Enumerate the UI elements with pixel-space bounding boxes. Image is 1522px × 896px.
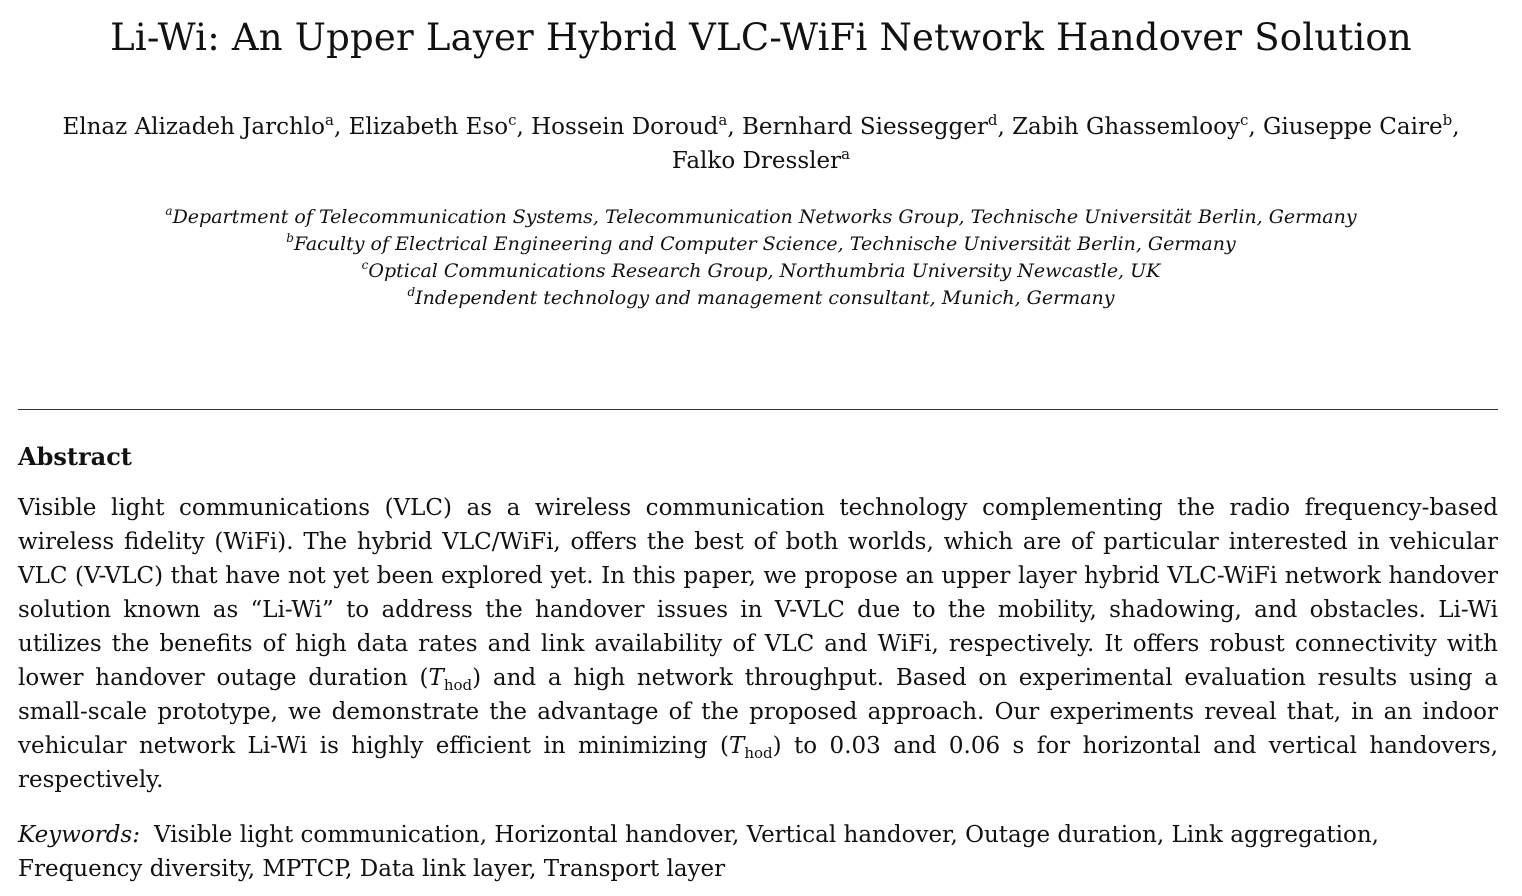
author-separator: ,: [997, 114, 1013, 140]
affiliation-mark: d: [987, 111, 998, 129]
author-separator: ,: [727, 114, 742, 140]
author-name: Zabih Ghassemlooy: [1012, 114, 1240, 140]
affiliation-text: Faculty of Electrical Engineering and Computer Science, Technische Universität Berlin, Germany: [293, 233, 1236, 255]
author: [1012, 111, 1263, 140]
abstract-segment: Visible light communications (VLC) as a wireless communication technology complementing the radio frequency-based wireless fidelity (WiFi). The hybrid VLC/WiFi, offers the best of both worlds, which are of particular interested in vehicular VLC (V-VLC) that have not yet been explored yet. In this paper, we propose an upper layer hybrid VLC-WiFi network handover solution known as “Li-Wi” to address the handover issues in V-VLC due to the mobility, shadowing, and obstacles. Li-Wi utilizes the benefits of high data rates and link availability of VLC and WiFi, respectively. It offers robust connectivity with lower handover outage duration (: [18, 495, 1498, 691]
math-subscript: hod: [744, 744, 773, 762]
author-separator: ,: [1248, 114, 1263, 140]
keywords-text: Visible light communication, Horizontal handover, Vertical handover, Outage duration, Link aggregation, Frequency diversity, MPTCP, Data link layer, Transport layer: [18, 822, 1379, 882]
abstract-text: [18, 491, 1498, 797]
author: [348, 111, 532, 140]
affiliation-mark: b: [1442, 111, 1453, 129]
affiliation-mark: a: [165, 204, 173, 218]
author: [531, 111, 742, 140]
author-name: Giuseppe Caire: [1262, 114, 1443, 140]
author-name: Falko Dressler: [671, 148, 842, 174]
horizontal-rule: [18, 409, 1498, 410]
affiliation-text: Independent technology and management consultant, Munich, Germany: [415, 287, 1115, 309]
math-subscript: hod: [443, 676, 473, 694]
affiliation-mark: a: [841, 145, 851, 163]
affiliation-mark: d: [407, 285, 416, 299]
keywords-label: Keywords:: [18, 822, 140, 848]
affiliation: [0, 285, 1522, 312]
author: [671, 145, 851, 174]
author-name: Bernhard Siessegger: [741, 114, 988, 140]
author-name: Elnaz Alizadeh Jarchlo: [62, 114, 326, 140]
affiliation-mark: c: [508, 111, 517, 129]
affiliation: [0, 204, 1522, 231]
abstract-segment: ) and a high network throughput. Based on experimental evaluation results using a small-scale prototype, we demonstrate the advantage of the proposed approach. Our experiments reveal that, in an indoor vehicular network Li-Wi is highly efficient in minimizing (: [18, 665, 1498, 759]
math-symbol: T: [428, 665, 444, 691]
affiliation: [0, 258, 1522, 285]
affiliation-text: Optical Communications Research Group, Northumbria University Newcastle, UK: [368, 260, 1161, 282]
author-name: Hossein Doroud: [531, 114, 719, 140]
author: [1262, 111, 1460, 140]
author-name: Elizabeth Eso: [348, 114, 509, 140]
affiliation-text: Department of Telecommunication Systems, Telecommunication Networks Group, Technische Universität Berlin, Germany: [172, 206, 1357, 228]
author-separator: ,: [516, 114, 532, 140]
affiliation-mark: c: [1239, 111, 1249, 129]
math-symbol: T: [728, 733, 745, 759]
affiliation-mark: b: [286, 231, 294, 245]
affiliation: [0, 231, 1522, 258]
paper-title: Li-Wi: An Upper Layer Hybrid VLC-WiFi Network Handover Solution: [110, 16, 1412, 59]
affiliation-mark: c: [361, 258, 369, 272]
author-separator: ,: [333, 114, 349, 140]
abstract-segment: ) to 0.03 and 0.06 s for horizontal and vertical handovers, respectively.: [18, 733, 1499, 793]
affiliation-list: [0, 204, 1522, 312]
affiliation-mark: a: [718, 111, 728, 129]
abstract-heading: Abstract: [18, 442, 132, 471]
author: [741, 111, 1013, 140]
affiliation-mark: a: [325, 111, 334, 129]
keywords: [18, 818, 1498, 886]
author-list: [18, 110, 1504, 178]
author: [62, 111, 349, 140]
author-separator: ,: [1452, 114, 1460, 140]
